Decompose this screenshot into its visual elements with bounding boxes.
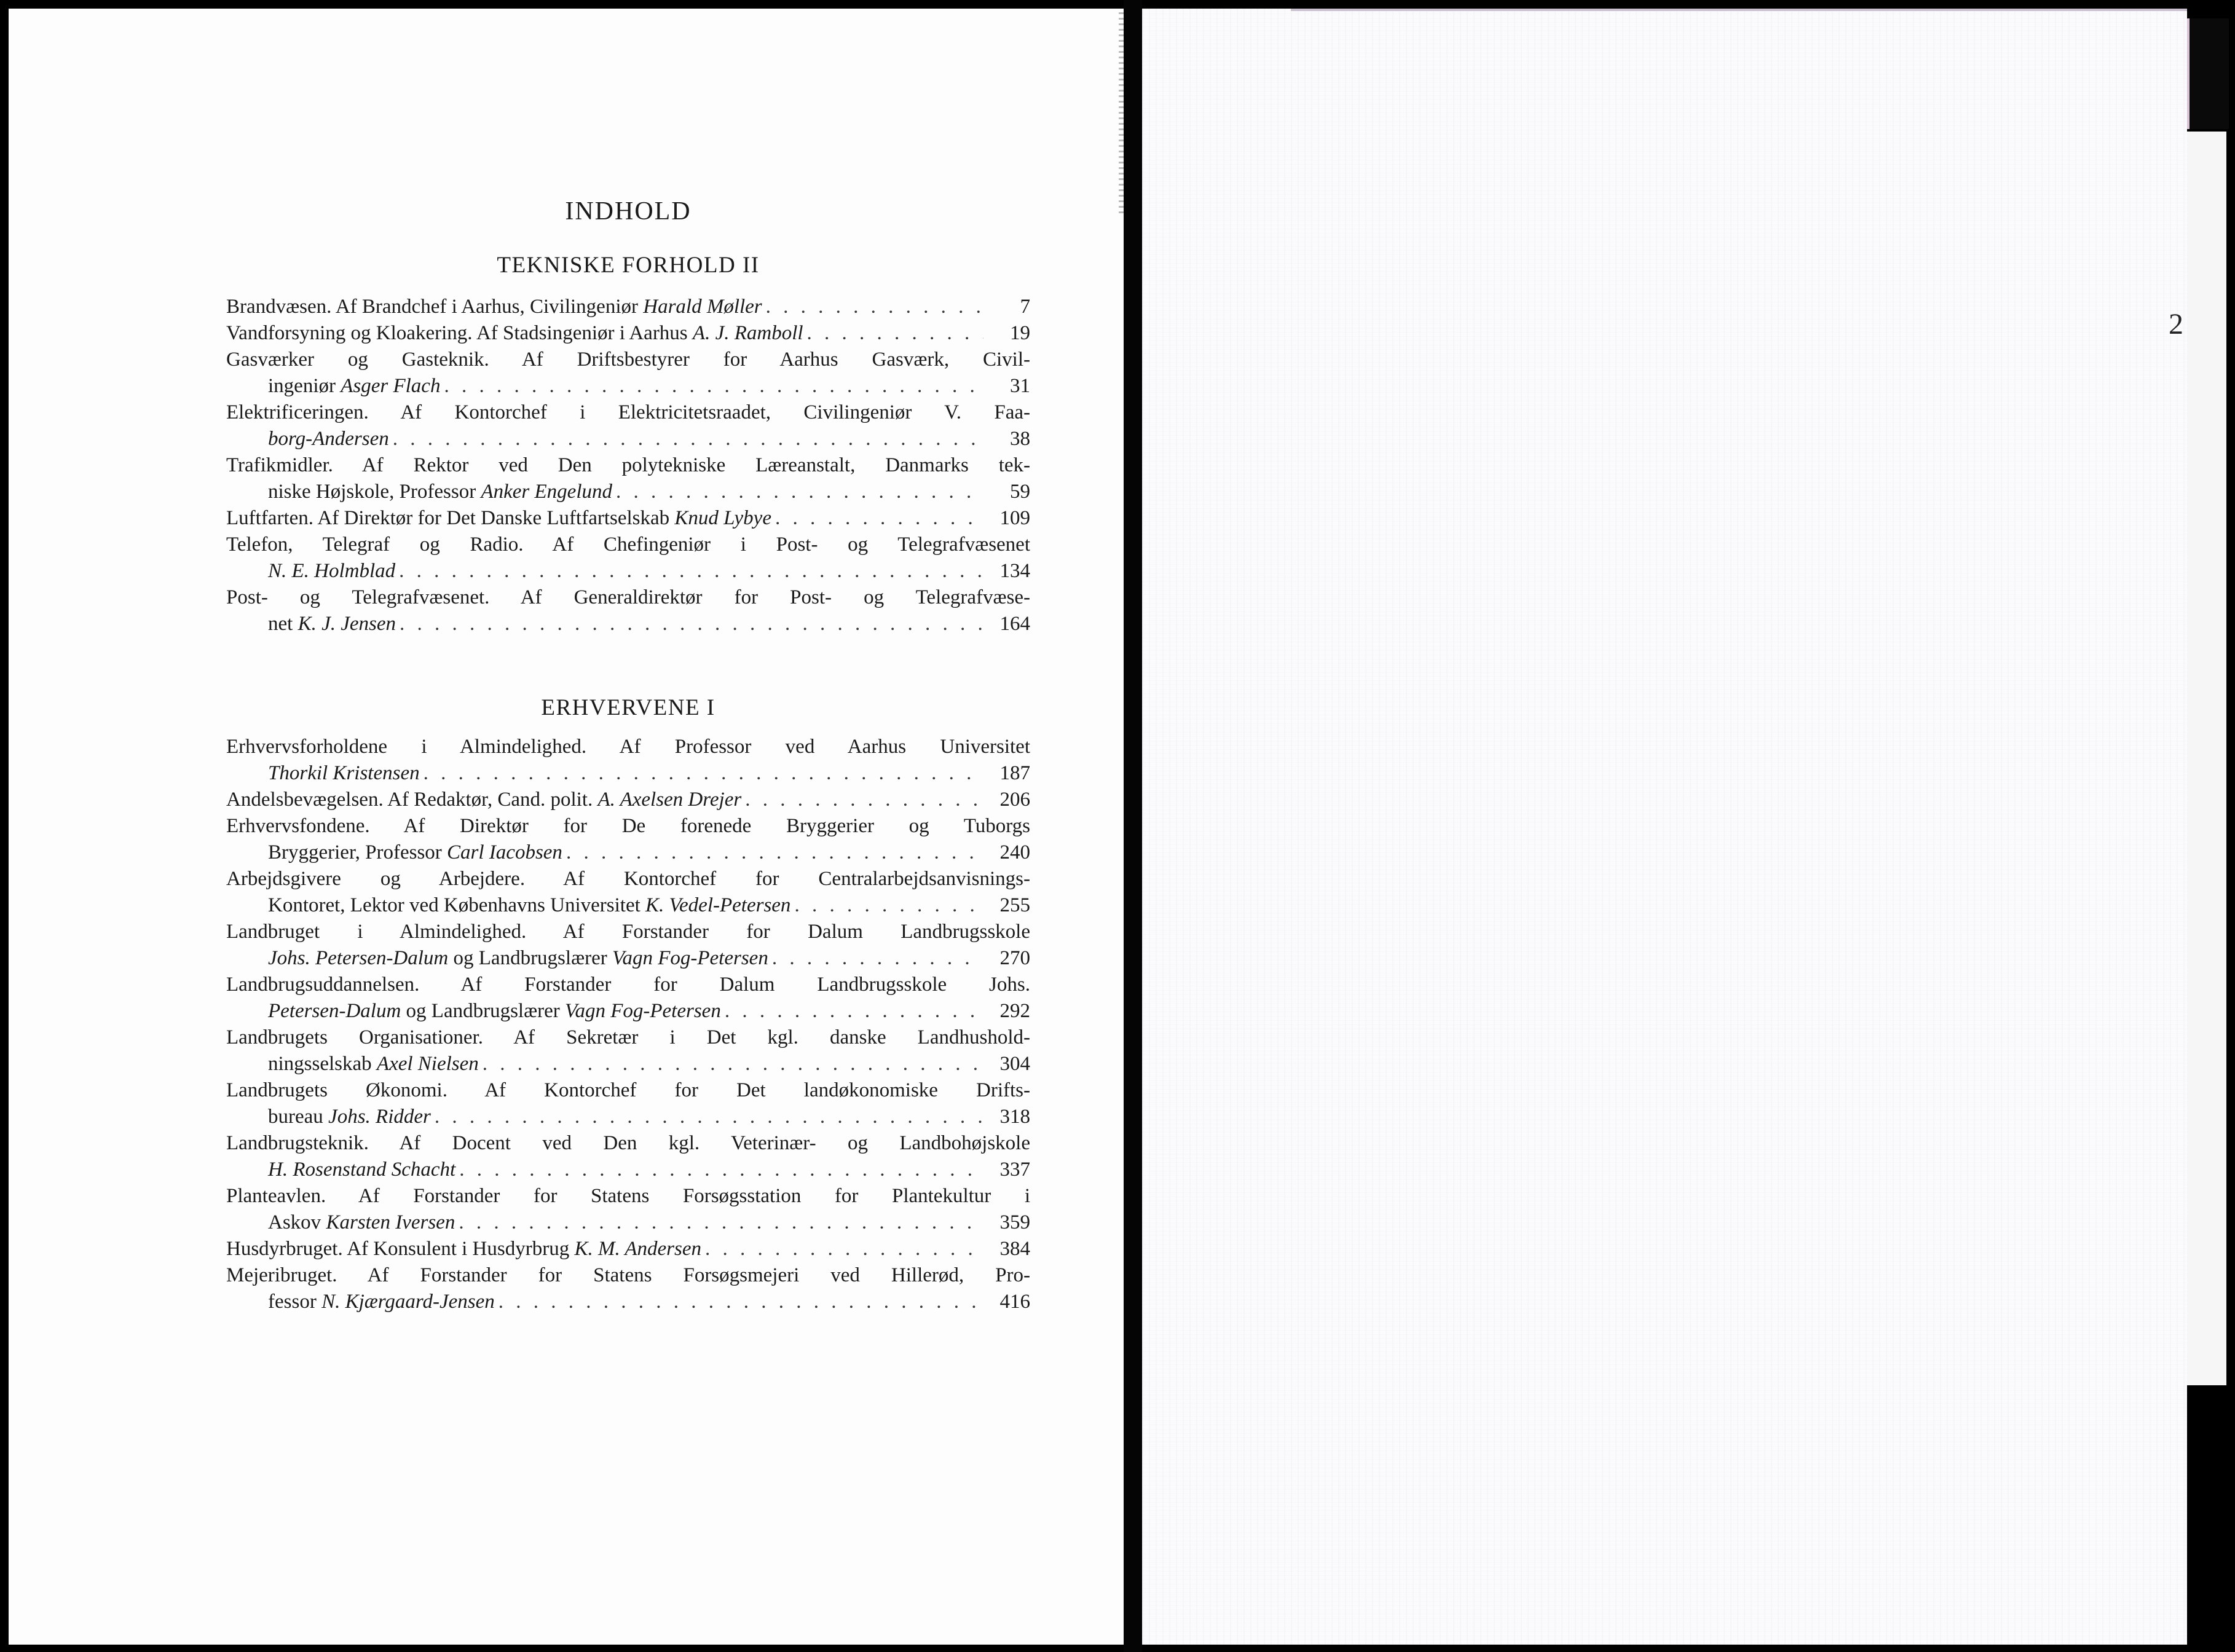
toc-entry-line-last	[226, 505, 1030, 532]
page-edge-strip	[1119, 12, 1124, 215]
right-page-blank	[1142, 9, 2187, 1645]
toc-entry-line: Landbrugsuddannelsen. Af Forstander for Dalum Landbrugsskole Johs.	[226, 974, 1030, 996]
toc-entry-line: Trafikmidler. Af Rektor ved Den polytekniske Læreanstalt, Danmarks tek-	[226, 454, 1030, 476]
page-number: 292	[999, 1000, 1030, 1022]
toc-entry	[226, 505, 1030, 532]
toc-entry-author: N. Kjærgaard-Jensen	[321, 1291, 495, 1313]
toc-entry-lead: Vandforsyning og Kloakering. Af Stadsingeniør i Aarhus	[226, 322, 693, 344]
toc-entry-author: Thorkil Kristensen	[268, 762, 420, 784]
toc-entry-text	[226, 787, 741, 813]
dot-leader	[766, 294, 983, 320]
section-title-tekniske: TEKNISKE FORHOLD II	[497, 253, 760, 278]
toc-entry-author: Johs. Ridder	[328, 1106, 431, 1128]
dot-leader	[483, 1051, 983, 1077]
toc-entry	[226, 813, 1030, 866]
dot-leader	[399, 558, 983, 584]
toc-entry-lead: niske Højskole, Professor	[268, 481, 481, 503]
toc-entry	[226, 320, 1030, 347]
page-number: 59	[1010, 481, 1030, 503]
toc-entry	[226, 919, 1030, 972]
dot-leader	[435, 1104, 983, 1130]
dot-leader	[794, 892, 983, 919]
toc-entry-line: Post- og Telegrafvæsenet. Af Generaldirektør for Post- og Telegrafvæse-	[226, 586, 1030, 608]
book-spine	[1124, 0, 1142, 1652]
toc-entry-line: Landbrugsteknik. Af Docent ved Den kgl. Veterinær- og Landbohøjskole	[226, 1132, 1030, 1154]
toc-title: INDHOLD	[565, 197, 692, 226]
toc-entry-author: K. J. Jensen	[298, 613, 396, 635]
toc-entry-lead: Kontoret, Lektor ved Københavns Universitet	[268, 894, 646, 916]
page-number: 19	[1010, 322, 1030, 344]
toc-entry	[226, 972, 1030, 1025]
toc-entry-author: K. Vedel-Petersen	[645, 894, 791, 916]
right-page-top-rule	[1291, 9, 2188, 11]
toc-entry-connector: og Landbrugslærer	[448, 947, 612, 969]
toc-entry-text	[268, 558, 395, 584]
toc-entry-lead: ningsselskab	[268, 1053, 377, 1075]
toc-entry-author: N. E. Holmblad	[268, 560, 396, 582]
dot-leader	[424, 760, 983, 787]
page-number: 109	[999, 507, 1030, 529]
toc-entry-line: Mejeribruget. Af Forstander for Statens Forsøgsmejeri ved Hillerød, Pro-	[226, 1264, 1030, 1286]
toc-entry-line-last	[226, 1157, 1030, 1183]
toc-entry-line-last	[226, 892, 1030, 919]
toc-entry-lead: Husdyrbruget. Af Konsulent i Husdyrbrug	[226, 1238, 575, 1260]
dot-leader	[775, 505, 983, 532]
page-number: 187	[999, 762, 1030, 784]
toc-entry-text	[226, 320, 803, 347]
toc-entry-line-last	[226, 760, 1030, 787]
toc-entry-author: K. M. Andersen	[574, 1238, 701, 1260]
dot-leader	[745, 787, 983, 813]
toc-entry-text	[226, 1236, 701, 1262]
toc-entry	[226, 1025, 1030, 1077]
toc-entry-text	[268, 998, 721, 1025]
page-flap	[2187, 132, 2226, 1385]
toc-entry-text	[268, 1051, 479, 1077]
toc-entry	[226, 399, 1030, 452]
toc-entry-text	[268, 1289, 495, 1315]
toc-entry-line-last	[226, 320, 1030, 347]
toc-entry	[226, 347, 1030, 399]
toc-entry-text	[226, 294, 762, 320]
toc-entry-author: Knud Lybye	[674, 507, 771, 529]
toc-entry	[226, 1130, 1030, 1183]
toc-entry-line: Arbejdsgivere og Arbejdere. Af Kontorchef for Centralarbejdsanvisnings-	[226, 868, 1030, 890]
toc-entry-author: Johs. Petersen-Dalum	[268, 947, 449, 969]
toc-entry-line: Elektrificeringen. Af Kontorchef i Elektricitetsraadet, Civilingeniør V. Faa-	[226, 401, 1030, 423]
dot-leader	[459, 1157, 983, 1183]
dot-leader	[566, 840, 983, 866]
toc-entry-line: Landbrugets Organisationer. Af Sekretær i Det kgl. danske Landhushold-	[226, 1026, 1030, 1048]
toc-entry	[226, 294, 1030, 320]
toc-entry-lead: Askov	[268, 1211, 326, 1233]
toc-entry-lead: ingeniør	[268, 375, 341, 397]
toc-entry	[226, 787, 1030, 813]
toc-entry-author: A. Axelsen Drejer	[597, 789, 742, 811]
toc-entry	[226, 452, 1030, 505]
page-number: 134	[999, 560, 1030, 582]
toc-entry-text	[268, 892, 790, 919]
toc-entry-line: Planteavlen. Af Forstander for Statens Forsøgsstation for Plantekultur i	[226, 1185, 1030, 1207]
toc-entry	[226, 584, 1030, 637]
toc-entry-text	[268, 1210, 455, 1236]
toc-entry-author: H. Rosenstand Schacht	[268, 1158, 456, 1181]
page-number: 206	[999, 789, 1030, 811]
toc-entry-line-last	[226, 1104, 1030, 1130]
dot-leader	[725, 998, 983, 1025]
toc-entry-line-last	[226, 558, 1030, 584]
toc-entry	[226, 866, 1030, 919]
dot-leader	[499, 1289, 983, 1315]
toc-entry-line-last	[226, 945, 1030, 972]
page-number: 318	[999, 1106, 1030, 1128]
toc-entry-line: Landbrugets Økonomi. Af Kontorchef for Det landøkonomiske Drifts-	[226, 1079, 1030, 1101]
page-number: 304	[999, 1053, 1030, 1075]
toc-entry-text	[226, 505, 771, 532]
toc-entry-line-last	[226, 1051, 1030, 1077]
toc-entry-author: Anker Engelund	[481, 481, 612, 503]
page-fold	[2187, 18, 2229, 129]
toc-entry	[226, 532, 1030, 584]
toc-entry-lead: bureau	[268, 1106, 329, 1128]
toc-entry-text	[268, 945, 768, 972]
toc-entry-author: Karsten Iversen	[326, 1211, 455, 1233]
toc-entry	[226, 1077, 1030, 1130]
dot-leader	[616, 479, 983, 505]
toc-entry-line-last	[226, 373, 1030, 399]
toc-entry-author: Harald Møller	[643, 296, 762, 318]
toc-entry-text	[268, 479, 612, 505]
toc-entry-line: Erhvervsfondene. Af Direktør for De forenede Bryggerier og Tuborgs	[226, 815, 1030, 837]
toc-entry-line: Gasværker og Gasteknik. Af Driftsbestyrer for Aarhus Gasværk, Civil-	[226, 348, 1030, 371]
toc-entry-author-second: Vagn Fog-Petersen	[612, 947, 768, 969]
dot-leader	[705, 1236, 983, 1262]
page-number: 270	[999, 947, 1030, 969]
toc-entry-line-last	[226, 787, 1030, 813]
toc-entry-text	[268, 611, 396, 637]
toc-entry-line-last	[226, 426, 1030, 452]
toc-entry-author: Axel Nielsen	[376, 1053, 479, 1075]
toc-entry-line-last	[226, 840, 1030, 866]
dot-leader	[807, 320, 983, 347]
page-number: 164	[999, 613, 1030, 635]
toc-entry-author: Asger Flach	[341, 375, 441, 397]
toc-entry-line-last	[226, 1236, 1030, 1262]
right-page-mark: 2	[2169, 308, 2183, 340]
toc-entry-line-last	[226, 1289, 1030, 1315]
toc-entry-author: A. J. Ramboll	[692, 322, 803, 344]
toc-entry-line: Telefon, Telegraf og Radio. Af Chefingeniør i Post- og Telegrafvæsenet	[226, 533, 1030, 556]
toc-entry-lead: Luftfarten. Af Direktør for Det Danske Luftfartselskab	[226, 507, 675, 529]
toc-entry-author: Carl Iacobsen	[447, 841, 562, 863]
page-number: 384	[999, 1238, 1030, 1260]
toc-entry	[226, 1183, 1030, 1236]
page-number: 255	[999, 894, 1030, 916]
dot-leader	[459, 1210, 983, 1236]
page-number: 31	[1010, 375, 1030, 397]
page-number: 240	[999, 841, 1030, 863]
toc-entry-connector: og Landbrugslærer	[401, 1000, 565, 1022]
section-title-erhvervene: ERHVERVENE I	[541, 695, 715, 720]
section-entries-erhvervene	[226, 734, 1030, 1315]
page-number: 337	[999, 1158, 1030, 1181]
dot-leader	[400, 611, 983, 637]
toc-entry-line-last	[226, 294, 1030, 320]
toc-entry-line: Landbruget i Almindelighed. Af Forstander for Dalum Landbrugsskole	[226, 921, 1030, 943]
page-number: 7	[1020, 296, 1030, 318]
page-number: 359	[999, 1211, 1030, 1233]
toc-entry-line-last	[226, 998, 1030, 1025]
toc-entry-lead: Bryggerier, Professor	[268, 841, 447, 863]
toc-entry-text	[268, 1104, 431, 1130]
toc-entry-line-last	[226, 479, 1030, 505]
right-margin-strip	[2187, 9, 2226, 1645]
toc-entry-text	[268, 426, 389, 452]
toc-entry-text	[268, 1157, 455, 1183]
toc-entry	[226, 1236, 1030, 1262]
toc-entry-text	[268, 373, 440, 399]
toc-entry-lead: fessor	[268, 1291, 322, 1313]
dot-leader	[393, 426, 983, 452]
toc-entry	[226, 734, 1030, 787]
toc-entry-author: borg-Andersen	[268, 428, 389, 450]
toc-entry-author: Petersen-Dalum	[268, 1000, 401, 1022]
dot-leader	[444, 373, 983, 399]
toc-entry-text	[268, 840, 562, 866]
dot-leader	[772, 945, 983, 972]
toc-entry-lead: Andelsbevægelsen. Af Redaktør, Cand. polit.	[226, 789, 598, 811]
toc-entry-lead: net	[268, 613, 298, 635]
toc-entry-line-last	[226, 1210, 1030, 1236]
toc-entry-author-second: Vagn Fog-Petersen	[564, 1000, 721, 1022]
toc-entry-lead: Brandvæsen. Af Brandchef i Aarhus, Civilingeniør	[226, 296, 644, 318]
section-entries-tekniske	[226, 294, 1030, 637]
toc-entry	[226, 1262, 1030, 1315]
toc-entry-line: Erhvervsforholdene i Almindelighed. Af Professor ved Aarhus Universitet	[226, 736, 1030, 758]
toc-entry-text	[268, 760, 420, 787]
page-number: 416	[999, 1291, 1030, 1313]
toc-entry-line-last	[226, 611, 1030, 637]
page-number: 38	[1010, 428, 1030, 450]
